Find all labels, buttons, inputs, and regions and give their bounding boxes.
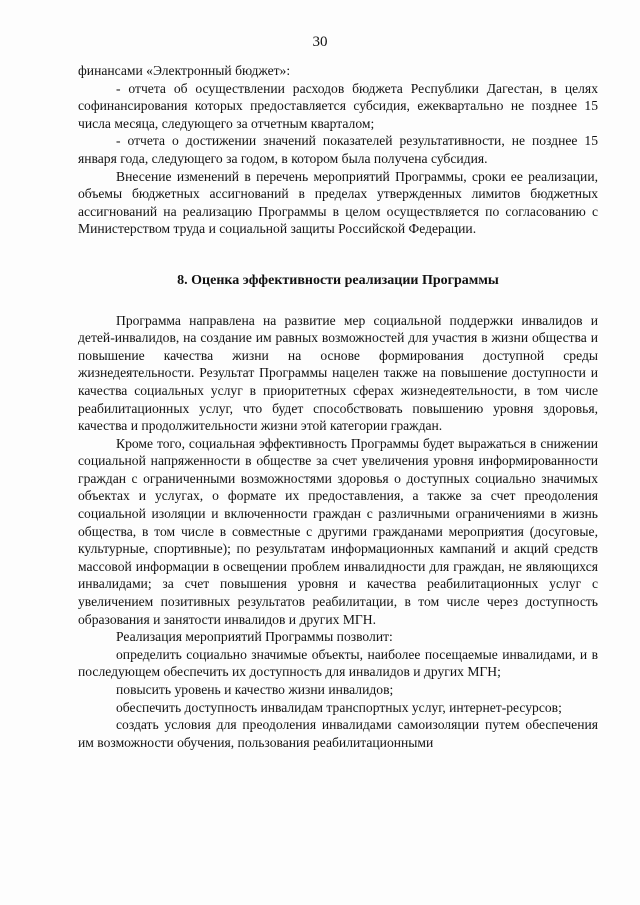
paragraph: обеспечить доступность инвалидам транспортных услуг, интернет-ресурсов; <box>116 699 562 715</box>
page-content <box>78 62 598 751</box>
page-number: 30 <box>312 34 328 50</box>
paragraph: Внесение изменений в перечень мероприятий Программы, сроки ее реализации, объемы бюджетных ассигнований в пределах утвержденных лимитов бюджетных ассигнований на реализацию Программы в целом осуществляется по согласованию с Министерством труда и социальной защиты Российской Федерации. <box>78 168 598 237</box>
paragraph: повысить уровень и качество жизни инвалидов; <box>116 682 394 697</box>
paragraph: определить социально значимые объекты, наиболее посещаемые инвалидами, и в последующем обеспечить их доступность для инвалидов и других МГН; <box>78 646 598 680</box>
paragraph: Реализация мероприятий Программы позволит: <box>116 629 393 645</box>
paragraph: Кроме того, социальная эффективность Программы будет выражаться в снижении социальной напряженности в обществе за счет увеличения уровня информированности граждан с ограниченными возможностями здоровья о доступных социально значимых объектах и услугах, о формате их предоставления, а также за счет преодоления социальной изоляции и включенности граждан с различными ограничениями в жизнь общества, в том числе в совместные с другими гражданами мероприятия (досуговые, культурные, спортивные); по результатам информационных кампаний и акций средств массовой информации в освещении проблем инвалидности для граждан, не являющихся инвалидами; за счет повышения уровня и качества реабилитационных услуг с увеличением позитивных результатов реабилитации, в том числе через доступность образования и занятости инвалидов и других МГН. <box>78 435 598 627</box>
paragraph: создать условия для преодоления инвалидами самоизоляции путем обеспечения им возможности обучения, пользования реабилитационными <box>78 717 598 750</box>
paragraph: - отчета об осуществлении расходов бюджета Республики Дагестан, в целях софинансирования которых предоставляется субсидия, ежеквартально не позднее 15 числа месяца, следующего за отчетным кварталом; <box>78 80 598 131</box>
paragraph: Программа направлена на развитие мер социальной поддержки инвалидов и детей-инвалидов, на создание им равных возможностей для участия в жизни общества и повышение качества жизни на основе формирования доступной среды жизнедеятельности. Результат Программы нацелен также на повышение доступности и качества социальных услуг в приоритетных сферах жизнедеятельности, в том числе реабилитационных услуг, что будет способствовать повышению уровня здоровья, качества и продолжительности жизни этой категории граждан. <box>78 312 598 434</box>
section-heading: 8. Оценка эффективности реализации Программы <box>177 272 499 288</box>
paragraph: - отчета о достижении значений показателей результативности, не позднее 15 января года, следующего за годом, в котором была получена субсидия. <box>78 133 598 166</box>
paragraph: финансами «Электронный бюджет»: <box>78 63 291 78</box>
